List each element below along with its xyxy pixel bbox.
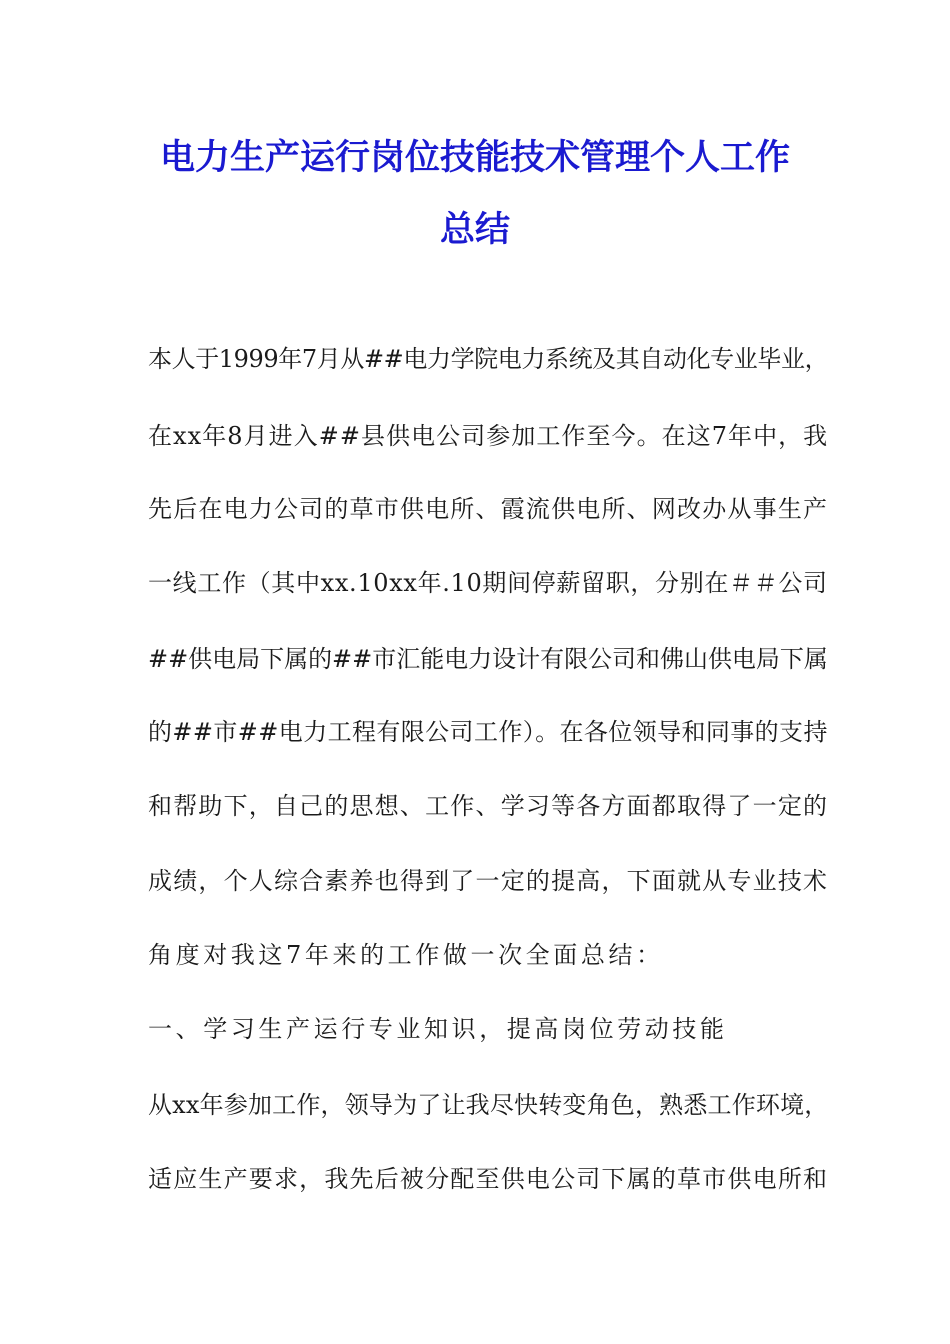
- body-text-line: 先后在电力公司的草市供电所、霞流供电所、网改办从事生产: [148, 495, 829, 523]
- body-text-line: 的##市##电力工程有限公司工作）。在各位领导和同事的支持: [148, 718, 828, 746]
- body-text-line: 适应生产要求，我先后被分配至供电公司下属的草市供电所和: [148, 1165, 829, 1193]
- body-text-line: 在xx年8月进入##县供电公司参加工作至今。在这7年中，我: [148, 422, 829, 450]
- body-text-line: 角度对我这7年来的工作做一次全面总结：: [148, 941, 664, 969]
- body-text-line: 从xx年参加工作，领导为了让我尽快转变角色，熟悉工作环境，: [148, 1091, 829, 1119]
- body-text-line: 本人于1999年7月从##电力学院电力系统及其自动化专业毕业，: [148, 345, 829, 373]
- section-heading: 一、学习生产运行专业知识，提高岗位劳动技能: [148, 1015, 728, 1043]
- body-text-line: 一线工作（其中xx.10xx年.10期间停薪留职，分别在＃＃公司: [148, 569, 828, 597]
- body-text-line: 成绩，个人综合素养也得到了一定的提高，下面就从专业技术: [148, 867, 829, 895]
- document-title-line-2: 总结: [439, 210, 510, 250]
- body-text-line: ##供电局下属的##市汇能电力设计有限公司和佛山供电局下属: [148, 645, 828, 673]
- body-text-line: 和帮助下，自己的思想、工作、学习等各方面都取得了一定的: [148, 792, 829, 820]
- document-title-line-1: 电力生产运行岗位技能技术管理个人工作: [159, 138, 790, 178]
